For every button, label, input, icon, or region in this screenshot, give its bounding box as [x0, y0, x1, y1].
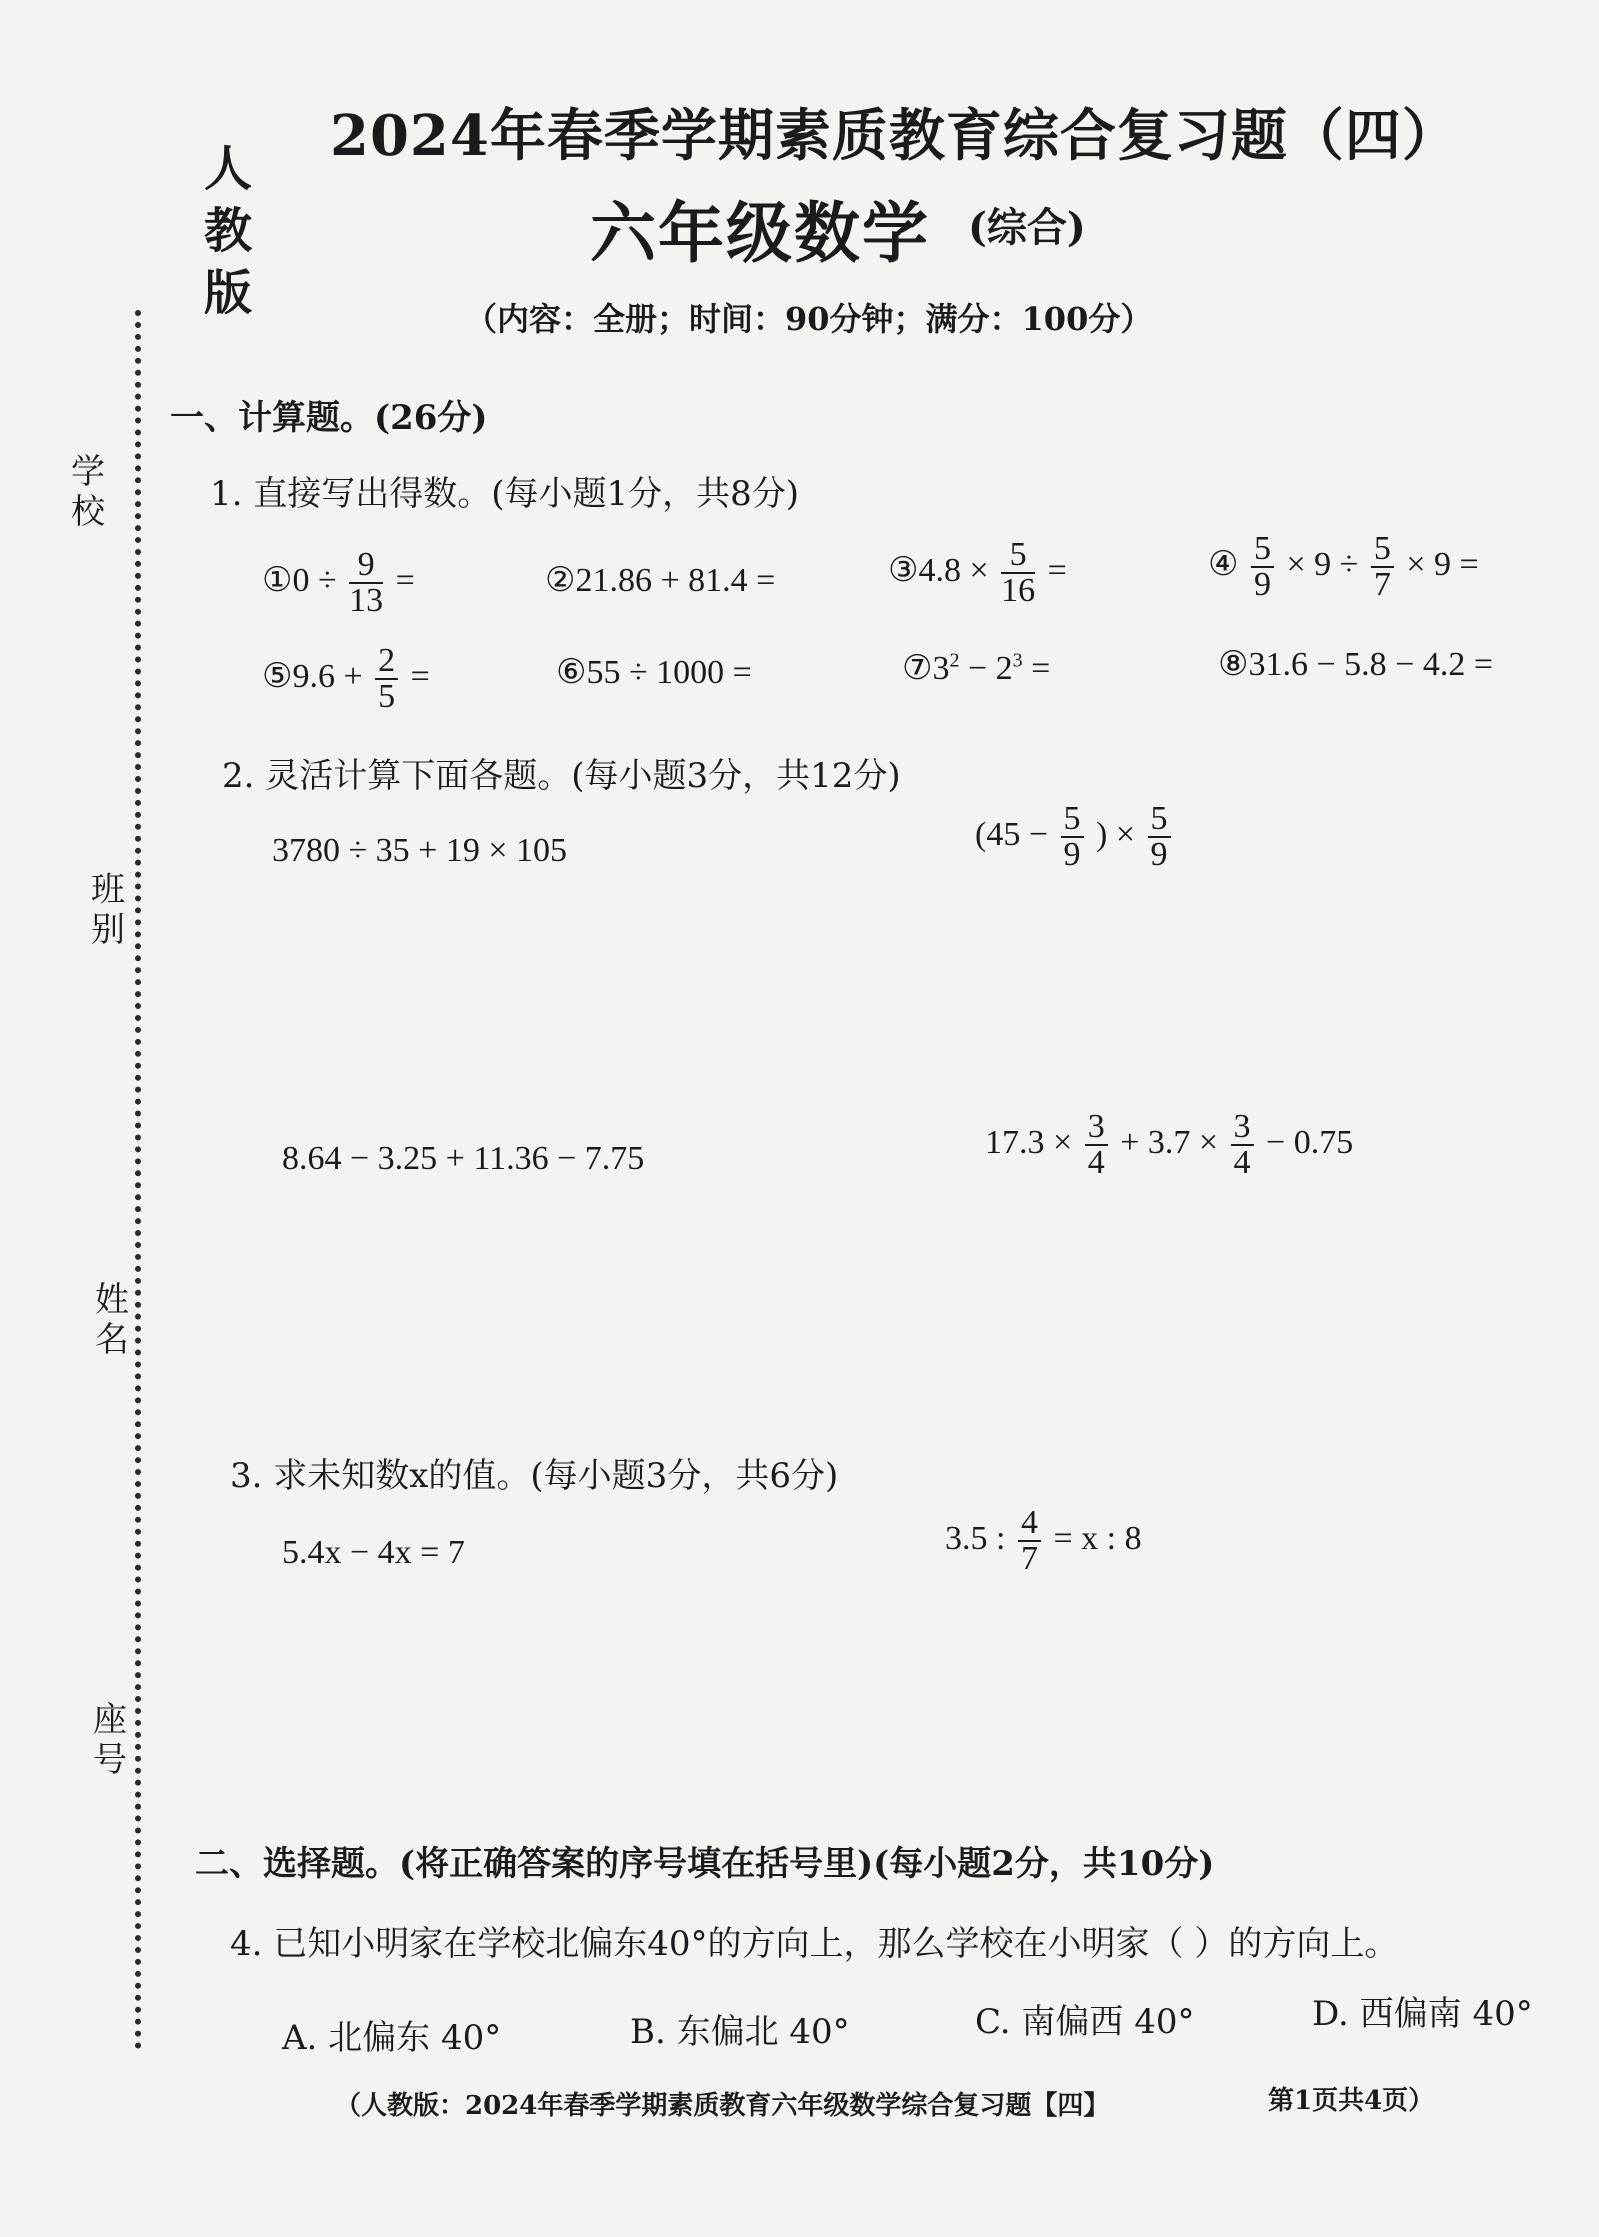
exam-info: （内容：全册；时间：90分钟；满分：100分）: [465, 300, 1153, 338]
question-2-heading: 2. 灵活计算下面各题。(每小题3分，共12分): [222, 756, 901, 796]
question-1-heading: 1. 直接写出得数。(每小题1分，共8分): [210, 474, 800, 514]
fraction: $\frac{3}{4}$: [1085, 1110, 1108, 1180]
q1-item-5: ⑤9.6 + $\frac{2}{5}$ =: [262, 642, 430, 715]
page-title: 2024年春季学期素质教育综合复习题（四）: [330, 103, 1459, 169]
footer-left: （人教版：2024年春季学期素质教育六年级数学综合复习题【四】: [335, 2091, 1110, 2121]
option-c: C. 南偏西 40°: [975, 2002, 1195, 2042]
fraction: $\frac{3}{4}$: [1231, 1110, 1254, 1180]
q1-item-8: ⑧31.6 − 5.8 − 4.2 =: [1218, 646, 1494, 683]
fraction: $\frac{4}{7}$: [1018, 1506, 1041, 1576]
question-4-text: 4. 已知小明家在学校北偏东40°的方向上，那么学校在小明家（ ）的方向上。: [230, 1924, 1399, 1964]
q2-item-4: 17.3 × $\frac{3}{4}$ + 3.7 × $\frac{3}{4}$ − 0.75: [985, 1108, 1354, 1181]
question-3-heading: 3. 求未知数x的值。(每小题3分，共6分): [230, 1456, 839, 1496]
fraction: $\frac{5}{9}$: [1251, 532, 1274, 602]
q1-item-1: ①0 ÷ $\frac{9}{13}$ =: [262, 546, 415, 619]
page-subtitle: 六年级数学: [590, 194, 930, 272]
q1-item-3: ③4.8 × $\frac{5}{16}$ =: [888, 536, 1067, 609]
section-2-heading: 二、选择题。(将正确答案的序号填在括号里)(每小题2分，共10分): [195, 1844, 1215, 1884]
option-b: B. 东偏北 40°: [630, 2012, 850, 2052]
fraction: $\frac{5}{16}$: [1001, 536, 1036, 609]
option-d: D. 西偏南 40°: [1312, 1994, 1533, 2034]
fraction: $\frac{5}{9}$: [1061, 802, 1084, 872]
name-label: 姓名: [95, 1280, 129, 1360]
fraction: $\frac{5}{9}$: [1148, 802, 1171, 872]
q1-item-4: ④ $\frac{5}{9}$ × 9 ÷ $\frac{5}{7}$ × 9 =: [1208, 530, 1479, 603]
binding-dotted-line: [135, 310, 141, 2050]
q1-item-6: ⑥55 ÷ 1000 =: [556, 654, 752, 691]
seat-label: 座号: [93, 1700, 127, 1780]
q3-item-2: 3.5 : $\frac{4}{7}$ = x : 8: [945, 1504, 1142, 1577]
q3-item-1: 5.4x − 4x = 7: [282, 1534, 465, 1571]
school-label: 学校: [71, 452, 105, 532]
footer-page-number: 第1页共4页）: [1268, 2086, 1435, 2116]
subtitle-tag: (综合): [968, 204, 1086, 251]
q2-item-2: (45 − $\frac{5}{9}$ ) × $\frac{5}{9}$: [975, 802, 1175, 872]
q2-item-3: 8.64 − 3.25 + 11.36 − 7.75: [282, 1140, 645, 1177]
section-1-heading: 一、计算题。(26分): [170, 398, 488, 438]
fraction: $\frac{2}{5}$: [375, 644, 398, 714]
q2-item-1: 3780 ÷ 35 + 19 × 105: [272, 832, 568, 869]
option-a: A. 北偏东 40°: [282, 2018, 502, 2058]
class-label: 班别: [91, 870, 125, 950]
fraction: $\frac{5}{7}$: [1371, 532, 1394, 602]
q1-item-2: ②21.86 + 81.4 =: [545, 562, 776, 599]
edition-label: 人教版: [203, 141, 252, 321]
q1-item-7: $⑦3^2 - 2^3$ =: [902, 649, 1051, 687]
fraction: $\frac{9}{13}$: [349, 546, 384, 619]
